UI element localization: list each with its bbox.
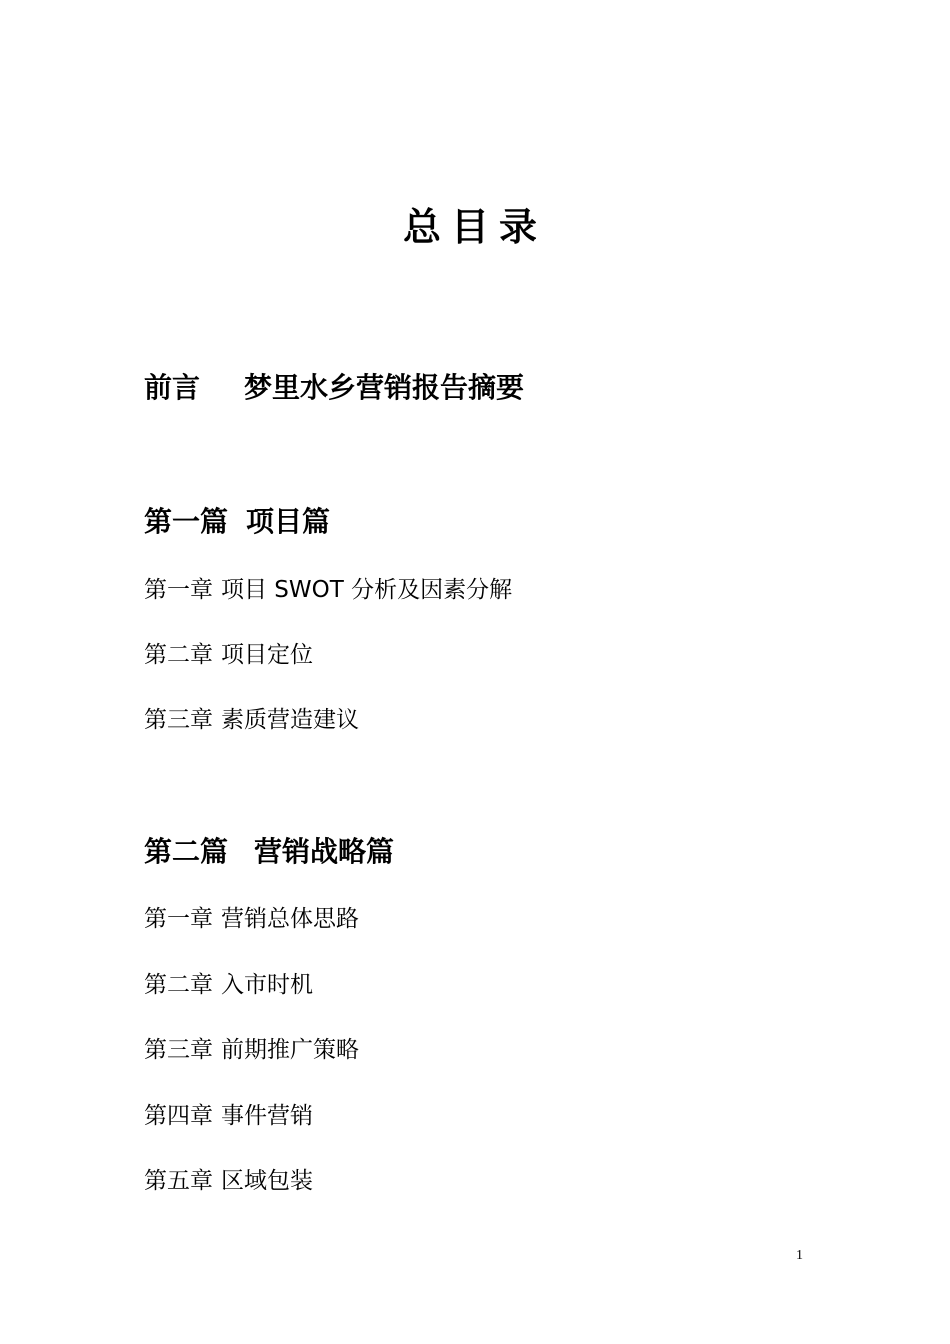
chapter-label: 第三章	[144, 707, 213, 733]
toc-chapter-2-1	[144, 902, 359, 936]
preface-text: 梦里水乡营销报告摘要	[244, 371, 525, 404]
chapter-title: 事件营销	[221, 1103, 313, 1129]
chapter-title: 区域包装	[221, 1168, 313, 1194]
chapter-label: 第一章	[144, 906, 213, 932]
toc-chapter-2-3	[144, 1033, 359, 1067]
preface-heading	[144, 367, 524, 409]
chapter-label: 第二章	[144, 642, 213, 668]
toc-chapter-1-1	[144, 573, 512, 607]
toc-chapter-1-3	[144, 703, 359, 737]
chapter-title: 素质营造建议	[221, 707, 359, 733]
toc-chapter-2-2	[144, 968, 313, 1002]
part-heading-2	[144, 831, 394, 873]
part-title: 项目篇	[246, 505, 331, 538]
chapter-title: 项目定位	[221, 642, 313, 668]
page-number: 1	[796, 1248, 803, 1263]
part-heading-1	[144, 501, 330, 543]
chapter-title: 项目 SWOT 分析及因素分解	[221, 577, 513, 603]
preface-label: 前言	[144, 371, 201, 404]
chapter-label: 第一章	[144, 577, 213, 603]
part-label: 第一篇	[144, 505, 229, 538]
chapter-label: 第二章	[144, 972, 213, 998]
chapter-label: 第四章	[144, 1103, 213, 1129]
chapter-label: 第五章	[144, 1168, 213, 1194]
page-title: 总目录	[402, 205, 547, 249]
toc-chapter-2-5	[144, 1164, 313, 1198]
toc-chapter-2-4	[144, 1099, 313, 1133]
chapter-label: 第三章	[144, 1037, 213, 1063]
chapter-title: 营销总体思路	[221, 906, 359, 932]
toc-chapter-1-2	[144, 638, 313, 672]
chapter-title: 前期推广策略	[221, 1037, 359, 1063]
chapter-title: 入市时机	[221, 972, 313, 998]
part-label: 第二篇	[144, 835, 229, 868]
part-title: 营销战略篇	[254, 835, 395, 868]
